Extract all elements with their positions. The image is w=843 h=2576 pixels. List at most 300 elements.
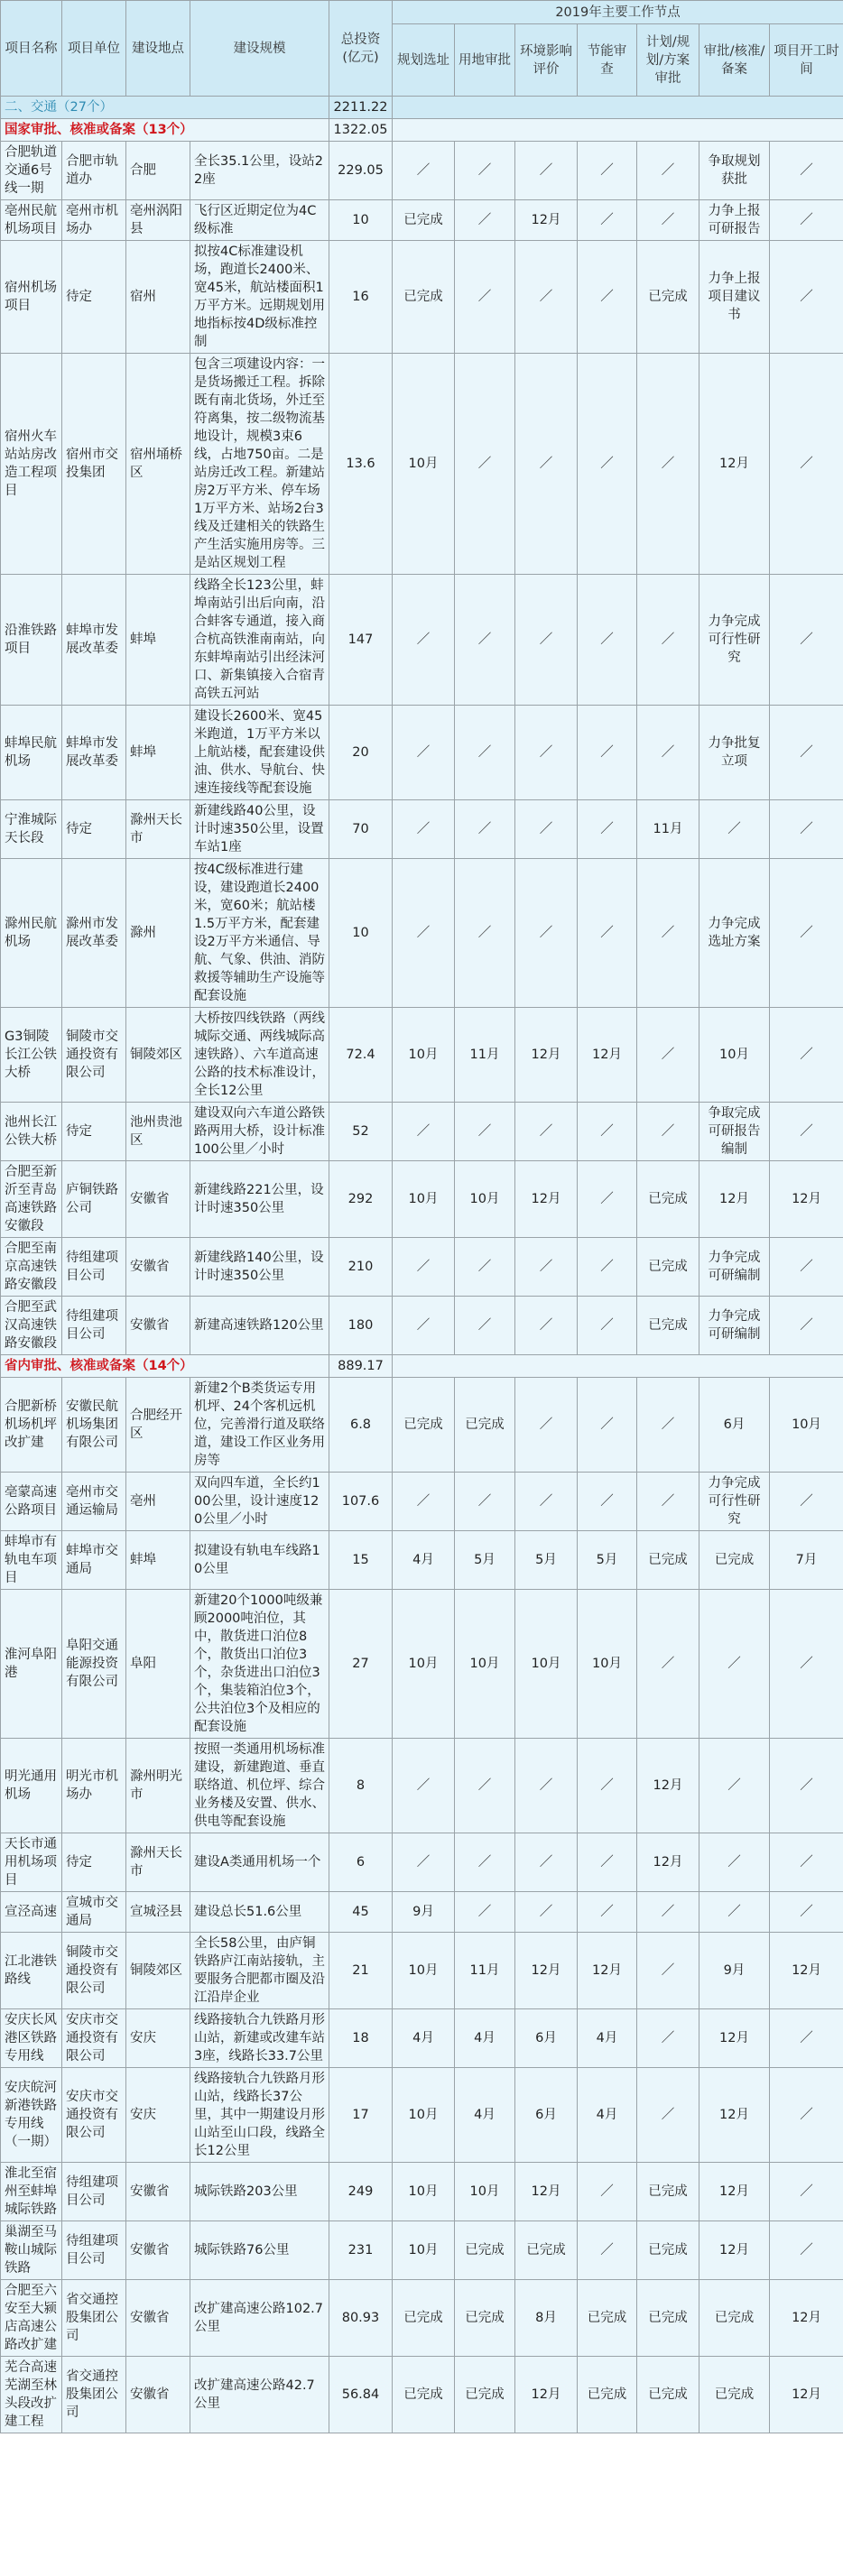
node-cell: ／ [515, 1378, 578, 1473]
node-cell: ／ [578, 1473, 637, 1531]
project-unit: 铜陵市交通投资有限公司 [62, 1933, 126, 2009]
node-cell: 6月 [515, 2068, 578, 2163]
node-cell: 7月 [770, 1531, 843, 1590]
node-cell: ／ [393, 1103, 455, 1161]
node-cell: ／ [770, 142, 843, 200]
node-cell: 5月 [515, 1531, 578, 1590]
project-name: 沿淮铁路项目 [1, 575, 62, 706]
node-cell: 10月 [455, 1590, 515, 1739]
project-invest: 20 [329, 706, 393, 800]
node-cell: ／ [515, 706, 578, 800]
project-location: 滁州 [126, 859, 190, 1008]
node-cell: 已完成 [699, 2357, 770, 2433]
table-row [1, 2068, 843, 2163]
project-invest: 147 [329, 575, 393, 706]
node-cell: ／ [770, 1892, 843, 1933]
table-row [1, 575, 843, 706]
node-cell: ／ [578, 1161, 637, 1238]
node-cell: ／ [770, 1473, 843, 1531]
table-row [1, 2163, 843, 2221]
project-unit: 省交通控股集团公司 [62, 2357, 126, 2433]
node-cell: ／ [637, 1378, 699, 1473]
header-node: 项目开工时间 [770, 24, 843, 97]
node-cell: 力争上报项目建议书 [699, 241, 770, 354]
node-cell: ／ [578, 859, 637, 1008]
project-location: 安徽省 [126, 2280, 190, 2357]
project-unit: 宣城市交通局 [62, 1892, 126, 1933]
project-name: 合肥至六安至大颍店高速公路改扩建 [1, 2280, 62, 2357]
node-cell: 4月 [393, 1531, 455, 1590]
project-scale: 建设总长51.6公里 [190, 1892, 329, 1933]
project-location: 滁州明光市 [126, 1739, 190, 1833]
subsection-title: 省内审批、核准或备案（14个） [1, 1355, 329, 1378]
node-cell: ／ [770, 200, 843, 241]
node-cell: ／ [578, 1892, 637, 1933]
node-cell: 已完成 [637, 1531, 699, 1590]
node-cell: 力争完成选址方案 [699, 859, 770, 1008]
node-cell: ／ [455, 800, 515, 859]
node-cell: 12月 [637, 1833, 699, 1892]
project-location: 合肥经开区 [126, 1378, 190, 1473]
node-cell: ／ [455, 1103, 515, 1161]
project-scale: 城际铁路203公里 [190, 2163, 329, 2221]
node-cell: ／ [455, 1473, 515, 1531]
node-cell: ／ [637, 1008, 699, 1103]
project-invest: 180 [329, 1297, 393, 1355]
project-scale: 拟按4C标准建设机场，跑道长2400米、宽45米，航站楼面积1万平方米。远期规划用地指标按4D级标准控制 [190, 241, 329, 354]
project-location: 蚌埠 [126, 706, 190, 800]
table-row [1, 1531, 843, 1590]
project-name: 合肥新桥机场机坪改扩建 [1, 1378, 62, 1473]
node-cell: ／ [455, 1297, 515, 1355]
project-location: 安徽省 [126, 1161, 190, 1238]
node-cell: 10月 [770, 1378, 843, 1473]
node-cell: 11月 [455, 1008, 515, 1103]
node-cell: ／ [393, 1739, 455, 1833]
node-cell: ／ [393, 1473, 455, 1531]
node-cell: ／ [637, 2009, 699, 2068]
node-cell: 4月 [455, 2009, 515, 2068]
node-cell: ／ [455, 200, 515, 241]
node-cell: ／ [770, 2009, 843, 2068]
node-cell: ／ [637, 1892, 699, 1933]
node-cell: ／ [770, 1103, 843, 1161]
node-cell: ／ [770, 2068, 843, 2163]
node-cell: 12月 [699, 2163, 770, 2221]
project-unit: 待定 [62, 241, 126, 354]
project-location: 蚌埠 [126, 575, 190, 706]
node-cell: 力争完成可研编制 [699, 1238, 770, 1297]
table-row [1, 1933, 843, 2009]
project-name: 江北港铁路线 [1, 1933, 62, 2009]
node-cell: ／ [770, 575, 843, 706]
project-name: 合肥至新沂至青岛高速铁路安徽段 [1, 1161, 62, 1238]
node-cell: 12月 [770, 1933, 843, 2009]
project-location: 阜阳 [126, 1590, 190, 1739]
node-cell: 9月 [393, 1892, 455, 1933]
node-cell: ／ [393, 1238, 455, 1297]
project-location: 滁州天长市 [126, 1833, 190, 1892]
node-cell: ／ [393, 800, 455, 859]
node-cell: ／ [578, 1378, 637, 1473]
node-cell: ／ [699, 1892, 770, 1933]
table-row [1, 1739, 843, 1833]
node-cell: 已完成 [578, 2280, 637, 2357]
node-cell: ／ [455, 241, 515, 354]
project-scale: 改扩建高速公路102.7公里 [190, 2280, 329, 2357]
table-row [1, 706, 843, 800]
node-cell: ／ [637, 1590, 699, 1739]
node-cell: ／ [393, 859, 455, 1008]
project-name: 明光通用机场 [1, 1739, 62, 1833]
project-location: 池州贵池区 [126, 1103, 190, 1161]
project-scale: 拟建设有轨电车线路10公里 [190, 1531, 329, 1590]
project-invest: 21 [329, 1933, 393, 2009]
node-cell: 已完成 [455, 2280, 515, 2357]
node-cell: 12月 [770, 1161, 843, 1238]
project-location: 滁州天长市 [126, 800, 190, 859]
project-unit: 省交通控股集团公司 [62, 2280, 126, 2357]
project-scale: 线路接轨合九铁路月形山站，新建或改建车站3座，线路长33.7公里 [190, 2009, 329, 2068]
project-scale: 全长35.1公里，设站22座 [190, 142, 329, 200]
project-invest: 292 [329, 1161, 393, 1238]
project-invest: 8 [329, 1739, 393, 1833]
node-cell: 已完成 [455, 2221, 515, 2280]
table-row [1, 1473, 843, 1531]
project-invest: 18 [329, 2009, 393, 2068]
node-cell: 已完成 [699, 2280, 770, 2357]
project-invest: 107.6 [329, 1473, 393, 1531]
project-scale: 按照一类通用机场标准建设，新建跑道、垂直联络道、机位坪、综合业务楼及安置、供水、供电等配套设施 [190, 1739, 329, 1833]
project-name: 蚌埠民航机场 [1, 706, 62, 800]
node-cell: ／ [578, 706, 637, 800]
section-title: 二、交通（27个） [1, 97, 329, 119]
project-scale: 线路全长123公里，蚌埠南站引出后向南，沿合蚌客专通道，接入商合杭高铁淮南南站，向东蚌埠南站引出经沫河口、新集镇接入合宿青高铁五河站 [190, 575, 329, 706]
project-unit: 滁州市发展改革委 [62, 859, 126, 1008]
project-location: 铜陵郊区 [126, 1008, 190, 1103]
header-node: 节能审查 [578, 24, 637, 97]
table-row [1, 2221, 843, 2280]
node-cell: ／ [699, 800, 770, 859]
node-cell: 已完成 [637, 1238, 699, 1297]
node-cell: 10月 [455, 1161, 515, 1238]
project-invest: 52 [329, 1103, 393, 1161]
node-cell: ／ [770, 1739, 843, 1833]
project-location: 亳州涡阳县 [126, 200, 190, 241]
subsection-invest: 1322.05 [329, 119, 393, 142]
node-cell: ／ [578, 200, 637, 241]
node-cell: 9月 [699, 1933, 770, 2009]
header-node: 用地审批 [455, 24, 515, 97]
node-cell: ／ [455, 1238, 515, 1297]
node-cell: 已完成 [637, 2280, 699, 2357]
project-location: 亳州 [126, 1473, 190, 1531]
node-cell: 12月 [515, 1161, 578, 1238]
node-cell: 力争完成可行性研究 [699, 575, 770, 706]
project-scale: 全长58公里，由庐铜铁路庐江南站接轨，主要服务合肥都市圈及沿江沿岸企业 [190, 1933, 329, 2009]
node-cell: ／ [637, 706, 699, 800]
node-cell: 争取规划获批 [699, 142, 770, 200]
project-invest: 10 [329, 859, 393, 1008]
project-location: 宿州 [126, 241, 190, 354]
node-cell: ／ [770, 800, 843, 859]
node-cell: ／ [515, 354, 578, 575]
node-cell: ／ [515, 1238, 578, 1297]
node-cell: 已完成 [637, 1161, 699, 1238]
node-cell: 12月 [699, 2068, 770, 2163]
node-cell: 已完成 [637, 2221, 699, 2280]
node-cell: ／ [515, 142, 578, 200]
project-location: 合肥 [126, 142, 190, 200]
project-scale: 飞行区近期定位为4C级标准 [190, 200, 329, 241]
project-invest: 6.8 [329, 1378, 393, 1473]
project-location: 宿州埇桥区 [126, 354, 190, 575]
node-cell: 12月 [515, 200, 578, 241]
node-cell: ／ [393, 1833, 455, 1892]
node-cell: ／ [393, 142, 455, 200]
node-cell: ／ [578, 241, 637, 354]
node-cell: ／ [699, 1590, 770, 1739]
node-cell: 10月 [393, 1161, 455, 1238]
table-row [1, 1378, 843, 1473]
project-unit: 待组建项目公司 [62, 2163, 126, 2221]
project-scale: 新建高速铁路120公里 [190, 1297, 329, 1355]
project-invest: 16 [329, 241, 393, 354]
header-unit: 项目单位 [62, 1, 126, 97]
header-scale: 建设规模 [190, 1, 329, 97]
project-scale: 新建线路140公里，设计时速350公里 [190, 1238, 329, 1297]
node-cell: 12月 [770, 2357, 843, 2433]
node-cell: 8月 [515, 2280, 578, 2357]
node-cell: 12月 [699, 1161, 770, 1238]
node-cell: ／ [515, 241, 578, 354]
node-cell: ／ [578, 575, 637, 706]
project-invest: 70 [329, 800, 393, 859]
project-name: 安庆长风港区铁路专用线 [1, 2009, 62, 2068]
node-cell: ／ [515, 1297, 578, 1355]
project-unit: 安庆市交通投资有限公司 [62, 2009, 126, 2068]
node-cell: ／ [770, 859, 843, 1008]
project-scale: 包含三项建设内容：一是货场搬迁工程。拆除既有南北货场，外迁至符离集，按二级物流基地设计，规模3束6线，占地750亩。二是站房迁改工程。新建站房2万平方米、停车场1万平方米、站场2台3线及迁建相关的铁路生产生活实施用房等。三是站区规划工程 [190, 354, 329, 575]
project-scale: 新建20个1000吨级兼顾2000吨泊位，其中，散货进口泊位8个，散货出口泊位3个，杂货进出口泊位3个，集装箱泊位3个，公共泊位3个及相应的配套设施 [190, 1590, 329, 1739]
project-invest: 231 [329, 2221, 393, 2280]
node-cell: ／ [455, 1739, 515, 1833]
subsection-row [1, 1355, 843, 1378]
node-cell: 11月 [637, 800, 699, 859]
node-cell: ／ [455, 706, 515, 800]
project-unit: 亳州市交通运输局 [62, 1473, 126, 1531]
node-cell: ／ [393, 575, 455, 706]
node-cell: ／ [699, 1739, 770, 1833]
node-cell: 10月 [393, 2068, 455, 2163]
node-cell: 已完成 [637, 2163, 699, 2221]
node-cell: 10月 [393, 1008, 455, 1103]
node-cell: ／ [637, 575, 699, 706]
node-cell: 已完成 [637, 241, 699, 354]
project-unit: 待定 [62, 1103, 126, 1161]
project-invest: 27 [329, 1590, 393, 1739]
node-cell: ／ [637, 354, 699, 575]
node-cell: ／ [578, 2221, 637, 2280]
node-cell: ／ [637, 1103, 699, 1161]
section-invest: 2211.22 [329, 97, 393, 119]
table-row [1, 1103, 843, 1161]
table-row [1, 354, 843, 575]
node-cell: ／ [515, 1833, 578, 1892]
header-node: 规划选址 [393, 24, 455, 97]
project-invest: 6 [329, 1833, 393, 1892]
node-cell: 12月 [699, 2221, 770, 2280]
project-invest: 210 [329, 1238, 393, 1297]
node-cell: 10月 [393, 1590, 455, 1739]
node-cell: 4月 [393, 2009, 455, 2068]
node-cell: ／ [770, 354, 843, 575]
project-name: 巢湖至马鞍山城际铁路 [1, 2221, 62, 2280]
project-name: 安庆皖河新港铁路专用线（一期） [1, 2068, 62, 2163]
header-node: 审批/核准/备案 [699, 24, 770, 97]
project-name: 宁淮城际天长段 [1, 800, 62, 859]
project-location: 安庆 [126, 2009, 190, 2068]
node-cell: 5月 [578, 1531, 637, 1590]
project-location: 安庆 [126, 2068, 190, 2163]
node-cell: ／ [578, 1833, 637, 1892]
node-cell: 12月 [578, 1008, 637, 1103]
node-cell: 12月 [637, 1739, 699, 1833]
project-unit: 亳州市机场办 [62, 200, 126, 241]
project-scale: 城际铁路76公里 [190, 2221, 329, 2280]
node-cell: 力争完成可行性研究 [699, 1473, 770, 1531]
project-unit: 明光市机场办 [62, 1739, 126, 1833]
project-unit: 安徽民航机场集团有限公司 [62, 1378, 126, 1473]
node-cell: ／ [578, 800, 637, 859]
node-cell: ／ [578, 1238, 637, 1297]
project-location: 安徽省 [126, 2163, 190, 2221]
node-cell: 11月 [455, 1933, 515, 2009]
node-cell: ／ [770, 1833, 843, 1892]
node-cell: 已完成 [393, 2280, 455, 2357]
project-scale: 新建线路40公里，设计时速350公里，设置车站1座 [190, 800, 329, 859]
project-unit: 蚌埠市发展改革委 [62, 706, 126, 800]
node-cell: 4月 [578, 2009, 637, 2068]
node-cell: ／ [770, 706, 843, 800]
project-name: 芜合高速芜湖至林头段改扩建工程 [1, 2357, 62, 2433]
project-invest: 56.84 [329, 2357, 393, 2433]
project-scale: 线路接轨合九铁路月形山站，线路长37公里，其中一期建设月形山站至山口段，线路全长12公里 [190, 2068, 329, 2163]
project-invest: 80.93 [329, 2280, 393, 2357]
node-cell: 10月 [393, 2163, 455, 2221]
node-cell: ／ [637, 859, 699, 1008]
node-cell: ／ [515, 1739, 578, 1833]
node-cell: 10月 [393, 354, 455, 575]
table-row [1, 2280, 843, 2357]
project-name: 宿州火车站站房改造工程项目 [1, 354, 62, 575]
project-scale: 双向四车道，全长约100公里，设计速度120公里／小时 [190, 1473, 329, 1531]
project-invest: 249 [329, 2163, 393, 2221]
project-location: 安徽省 [126, 1238, 190, 1297]
node-cell: ／ [455, 1833, 515, 1892]
node-cell: 10月 [393, 2221, 455, 2280]
node-cell: ／ [770, 241, 843, 354]
project-location: 铜陵郊区 [126, 1933, 190, 2009]
header-node: 计划/规划/方案审批 [637, 24, 699, 97]
node-cell: 已完成 [393, 241, 455, 354]
node-cell: ／ [455, 1892, 515, 1933]
project-scale: 按4C级标准进行建设，建设跑道长2400米，宽60米；航站楼1.5万平方米，配套建设2万平方米通信、导航、气象、供油、消防救援等辅助生产设施等配套设施 [190, 859, 329, 1008]
project-unit: 待定 [62, 1833, 126, 1892]
node-cell: ／ [578, 1297, 637, 1355]
node-cell: 12月 [515, 1933, 578, 2009]
project-name: 亳州民航机场项目 [1, 200, 62, 241]
project-scale: 建设A类通用机场一个 [190, 1833, 329, 1892]
node-cell: 12月 [578, 1933, 637, 2009]
project-location: 宣城泾县 [126, 1892, 190, 1933]
node-cell: ／ [515, 1103, 578, 1161]
project-name: 亳蒙高速公路项目 [1, 1473, 62, 1531]
project-name: 池州长江公铁大桥 [1, 1103, 62, 1161]
project-invest: 45 [329, 1892, 393, 1933]
project-location: 蚌埠 [126, 1531, 190, 1590]
subsection-invest: 889.17 [329, 1355, 393, 1378]
node-cell: ／ [770, 2221, 843, 2280]
project-unit: 蚌埠市交通局 [62, 1531, 126, 1590]
table-row [1, 2357, 843, 2433]
node-cell: ／ [699, 1833, 770, 1892]
node-cell: 已完成 [393, 200, 455, 241]
project-name: 宿州机场项目 [1, 241, 62, 354]
subsection-row [1, 119, 843, 142]
node-cell: 10月 [578, 1590, 637, 1739]
node-cell: ／ [770, 1590, 843, 1739]
project-invest: 229.05 [329, 142, 393, 200]
project-unit: 待组建项目公司 [62, 2221, 126, 2280]
node-cell: ／ [637, 2068, 699, 2163]
project-invest: 13.6 [329, 354, 393, 575]
table-row [1, 859, 843, 1008]
node-cell: ／ [637, 1473, 699, 1531]
node-cell: ／ [515, 859, 578, 1008]
header-nodes-group: 2019年主要工作节点 [393, 1, 843, 24]
node-cell: ／ [455, 354, 515, 575]
node-cell: 已完成 [455, 2357, 515, 2433]
node-cell: 12月 [699, 2009, 770, 2068]
project-name: 合肥至南京高速铁路安徽段 [1, 1238, 62, 1297]
table-row [1, 142, 843, 200]
node-cell: 力争批复立项 [699, 706, 770, 800]
node-cell: 6月 [515, 2009, 578, 2068]
node-cell: 已完成 [637, 1297, 699, 1355]
project-name: 宣泾高速 [1, 1892, 62, 1933]
node-cell: 已完成 [455, 1378, 515, 1473]
project-location: 安徽省 [126, 1297, 190, 1355]
table-row [1, 1161, 843, 1238]
node-cell: 已完成 [578, 2357, 637, 2433]
project-location: 安徽省 [126, 2357, 190, 2433]
node-cell: 4月 [578, 2068, 637, 2163]
project-name: 合肥至武汉高速铁路安徽段 [1, 1297, 62, 1355]
node-cell: ／ [515, 800, 578, 859]
header-node: 环境影响评价 [515, 24, 578, 97]
project-name: 淮河阜阳港 [1, 1590, 62, 1739]
project-name: 淮北至宿州至蚌埠城际铁路 [1, 2163, 62, 2221]
node-cell: ／ [770, 2163, 843, 2221]
node-cell: ／ [578, 1739, 637, 1833]
node-cell: ／ [455, 859, 515, 1008]
table-row [1, 1238, 843, 1297]
node-cell: ／ [578, 2163, 637, 2221]
node-cell: ／ [515, 575, 578, 706]
project-unit: 铜陵市交通投资有限公司 [62, 1008, 126, 1103]
table-row [1, 1590, 843, 1739]
